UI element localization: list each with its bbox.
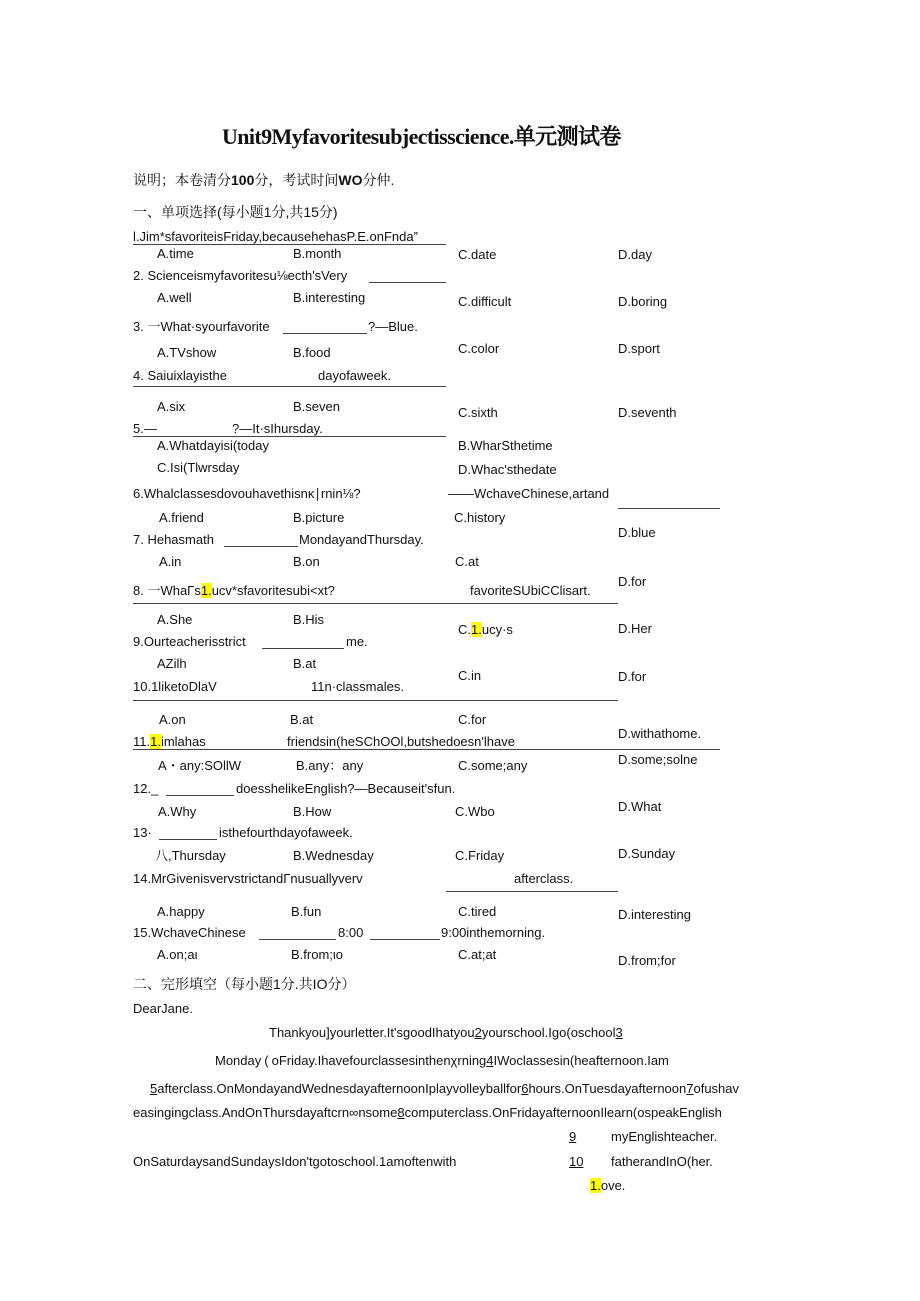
q11-underline	[133, 749, 720, 750]
q10-option-b: B.at	[290, 712, 314, 727]
q8-option-c-pre: C.	[458, 622, 471, 637]
q11-tail: friendsin(heSChOOl,butshedoesn'lhave	[287, 734, 515, 749]
q7-stem: 7. Hehasmath	[133, 532, 214, 547]
q5-option-d: D.Whac'sthedate	[458, 462, 557, 477]
passage-l3-c: ofushav	[693, 1081, 740, 1096]
q10-option-a: A.on	[159, 712, 186, 727]
q12-option-b: B.How	[293, 804, 332, 819]
q14-stem: 14.MrGivenisvervstrictandΓnusuallyverv	[133, 871, 363, 886]
q2-option-d: D.boring	[618, 294, 668, 309]
passage-l4-b: computerclass.OnFridayafternoonIlearn(ospeakEnglish	[404, 1105, 722, 1120]
q9-option-c: C.in	[458, 668, 482, 683]
q2-option-b: B.interesting	[293, 290, 366, 305]
q5-tail: ?—It·sIhursday.	[232, 421, 323, 436]
q4-underline	[133, 386, 446, 387]
q8-stem-pre: 8. 一WhaΓs	[133, 583, 201, 598]
q11-stem	[133, 734, 206, 750]
q6-option-b: B.picture	[293, 510, 345, 525]
q14-underline	[446, 891, 618, 892]
q11-stem-pre: 11.	[133, 734, 151, 749]
q9-blank	[262, 648, 344, 649]
q8-stem-highlight: 1.	[200, 583, 212, 598]
q8-option-d: D.Her	[618, 621, 652, 636]
q12-option-c: C.Wbo	[455, 804, 495, 819]
q12-option-d: D.What	[618, 799, 662, 814]
q1-underline	[133, 244, 446, 245]
q6-blank	[618, 508, 720, 509]
note-time: WO	[338, 172, 363, 188]
q13-tail: isthefourthdayofaweek.	[219, 825, 353, 840]
passage-line-6-tail: fatherandInO(her.	[611, 1154, 713, 1169]
q4-stem: 4. Saiuixlayisthe	[133, 368, 227, 383]
q1-option-d: D.day	[618, 247, 652, 262]
passage-l1-a: Thankyou	[269, 1025, 327, 1040]
blank-number-2: 2	[474, 1025, 482, 1040]
q6-stem: 6.Whalclassesdovouhavethisnκ∣rnin⅛?	[133, 486, 361, 501]
q15-option-a: A.on;aι	[157, 947, 198, 962]
q9-option-d: D.for	[618, 669, 647, 684]
passage-closing	[590, 1178, 625, 1194]
passage-line-5: myEnglishteacher.	[611, 1129, 718, 1144]
note-score: 100	[231, 172, 255, 188]
passage-line-6: OnSaturdaysandSundaysIdon'tgotoschool.1amoftenwith	[133, 1154, 457, 1169]
passage-line-4	[133, 1105, 722, 1121]
q3-blank	[283, 333, 367, 334]
q15-blank-1	[259, 939, 336, 940]
q11-option-c: C.some;any	[458, 758, 528, 773]
q10-tail: 11n·classmales.	[311, 679, 404, 694]
q5-option-a: A.Whatdayisi(today	[157, 438, 269, 453]
q2-blank	[369, 282, 446, 283]
q13-blank	[159, 839, 217, 840]
q6-option-d: D.blue	[618, 525, 656, 540]
q9-stem: 9.Ourteacherisstrict	[133, 634, 246, 649]
passage-closing-text: ove.	[600, 1178, 626, 1193]
q1-option-c: C.date	[458, 247, 497, 262]
passage-closing-highlight: 1.	[590, 1178, 601, 1193]
q12-tail: doesshelikeEnglish?—Becauseit'sfun.	[236, 781, 456, 796]
q8-tail: favoriteSUbiCClisart.	[470, 583, 591, 598]
q5-stem: 5.—	[133, 421, 157, 436]
passage-l2-a: Monday	[215, 1053, 262, 1068]
passage-line-2	[215, 1053, 669, 1069]
blank-number-9-label: 9	[569, 1129, 577, 1144]
q11-option-d: D.some;solne	[618, 752, 698, 767]
q7-option-b: B.on	[293, 554, 320, 569]
passage-l3-b: hours.OnTuesdayafternoon	[528, 1081, 687, 1096]
q8-underline	[133, 603, 618, 604]
q9-option-a: AZilh	[157, 656, 187, 671]
q3-stem: 3. 一What·syourfavorite	[133, 319, 270, 334]
q3-option-b: B.food	[293, 345, 331, 360]
passage-line-1	[269, 1025, 623, 1041]
q4-option-b: B.seven	[293, 399, 340, 414]
q10-option-d: D.withathome.	[618, 726, 702, 741]
q7-blank	[224, 546, 298, 547]
q15-option-b: B.from;ιo	[291, 947, 344, 962]
q1-stem: l.Jim*sfavoriteisFriday,becausehehasP.E.onFnda”	[133, 229, 418, 244]
blank-number-3: 3	[615, 1025, 623, 1040]
passage-line-3	[150, 1081, 739, 1097]
q8-stem	[133, 583, 335, 599]
q4-tail: dayofaweek.	[318, 368, 391, 383]
q8-option-c	[458, 622, 513, 638]
q12-blank	[166, 795, 234, 796]
blank-number-10	[569, 1154, 583, 1170]
exam-note	[133, 172, 394, 188]
q14-option-c: C.tired	[458, 904, 497, 919]
q8-option-a: A.She	[157, 612, 193, 627]
passage-l4-a: easingingclass.AndOnThursdayaftcrn∞nsome	[133, 1105, 398, 1120]
q13-option-b: B.Wednesday	[293, 848, 374, 863]
q1-option-a: A.time	[157, 246, 194, 261]
q11-option-a: A・any:SOllW	[158, 758, 242, 773]
passage-l2-c: IWoclassesin(heafternoon.Iam	[493, 1053, 669, 1068]
q11-option-b: B.any：any	[296, 758, 364, 773]
q5-underline	[133, 436, 446, 437]
q4-option-d: D.seventh	[618, 405, 677, 420]
q4-option-c: C.sixth	[458, 405, 498, 420]
q8-option-c-highlight: 1.	[471, 622, 482, 637]
q9-option-b: B.at	[293, 656, 317, 671]
q2-option-c: C.difficult	[458, 294, 512, 309]
q11-stem-highlight: 1.	[150, 734, 161, 749]
q5-option-c: C.Isi(Tlwrsday	[157, 460, 240, 475]
q10-underline	[133, 700, 618, 701]
q15-tail: 9:00inthemorning.	[441, 925, 546, 940]
q6-tail: ——WchaveChinese,artand	[448, 486, 610, 501]
q14-option-b: B.fun	[291, 904, 322, 919]
section1-heading: 一、单项选择(每小题1分,共15分)	[133, 204, 338, 220]
blank-number-1: ]	[326, 1025, 330, 1040]
q13-option-c: C.Friday	[455, 848, 505, 863]
passage-l1-b: yourletter.It'sgoodIhatyou	[329, 1025, 475, 1040]
q7-option-d: D.for	[618, 574, 647, 589]
q6-option-c: C.history	[454, 510, 506, 525]
passage-l2-paren: (	[264, 1053, 269, 1068]
blank-number-9	[569, 1129, 576, 1145]
q2-stem: 2. Scienceismyfavoritesu⅛ecth'sVery	[133, 268, 348, 283]
q3-option-a: A.TVshow	[157, 345, 217, 360]
q7-option-c: C.at	[455, 554, 479, 569]
q4-option-a: A.six	[157, 399, 186, 414]
q2-option-a: A.well	[157, 290, 192, 305]
q15-option-d: D.from;for	[618, 953, 676, 968]
q14-option-d: D.interesting	[618, 907, 691, 922]
blank-number-7: 7	[686, 1081, 694, 1096]
section2-heading: 二、完形填空（每小题1分.共IO分）	[133, 976, 356, 992]
q14-tail: afterclass.	[514, 871, 574, 886]
q8-stem-post: ucv*sfavoritesubi<xt?	[211, 583, 335, 598]
q8-option-c-post: ucy·s	[481, 622, 513, 637]
passage-l2-b: oFriday.Ihavefourclassesinthenχrning	[271, 1053, 487, 1068]
q10-option-c: C.for	[458, 712, 487, 727]
blank-number-10-label: 10	[569, 1154, 584, 1169]
q7-tail: MondayandThursday.	[299, 532, 424, 547]
q13-option-d: D.Sunday	[618, 846, 676, 861]
q15-blank-2	[370, 939, 440, 940]
page-title: Unit9Myfavoritesubjectisscience.单元测试卷	[222, 124, 621, 149]
q5-option-b: B.WharSthetime	[458, 438, 553, 453]
blank-number-5: 5	[150, 1081, 158, 1096]
q11-stem-post: imlahas	[160, 734, 206, 749]
passage-salutation: DearJane.	[133, 1001, 193, 1016]
blank-number-8: 8	[397, 1105, 405, 1120]
q12-option-a: A.Why	[158, 804, 197, 819]
q3-tail: ?—Blue.	[368, 319, 418, 334]
q8-option-b: B.His	[293, 612, 325, 627]
blank-number-6: 6	[521, 1081, 529, 1096]
passage-l3-a: afterclass.OnMondayandWednesdayafternoonIplayvolleyballfor	[157, 1081, 522, 1096]
blank-number-4: 4	[486, 1053, 494, 1068]
q7-option-a: A.in	[159, 554, 182, 569]
passage-l1-c: yourschool.Igo(oschool	[481, 1025, 616, 1040]
q15-option-c: C.at;at	[458, 947, 497, 962]
note-mid: 分，考试时间	[254, 172, 339, 188]
note-prefix: 说明；本卷清分	[133, 172, 231, 188]
q3-option-c: C.color	[458, 341, 500, 356]
q6-option-a: A.friend	[159, 510, 204, 525]
q13-stem: 13·	[133, 825, 152, 840]
q3-option-d: D.sport	[618, 341, 660, 356]
q10-stem: 10.1liketoDlaV	[133, 679, 217, 694]
q14-option-a: A.happy	[157, 904, 205, 919]
q9-tail: me.	[346, 634, 368, 649]
q15-mid: 8:00	[338, 925, 364, 940]
q12-stem: 12._	[133, 781, 159, 796]
q13-option-a: 八,Thursday	[155, 848, 226, 863]
q1-option-b: B.month	[293, 246, 342, 261]
note-suffix: 分仲.	[362, 172, 395, 188]
q15-stem: 15.WchaveChinese	[133, 925, 246, 940]
